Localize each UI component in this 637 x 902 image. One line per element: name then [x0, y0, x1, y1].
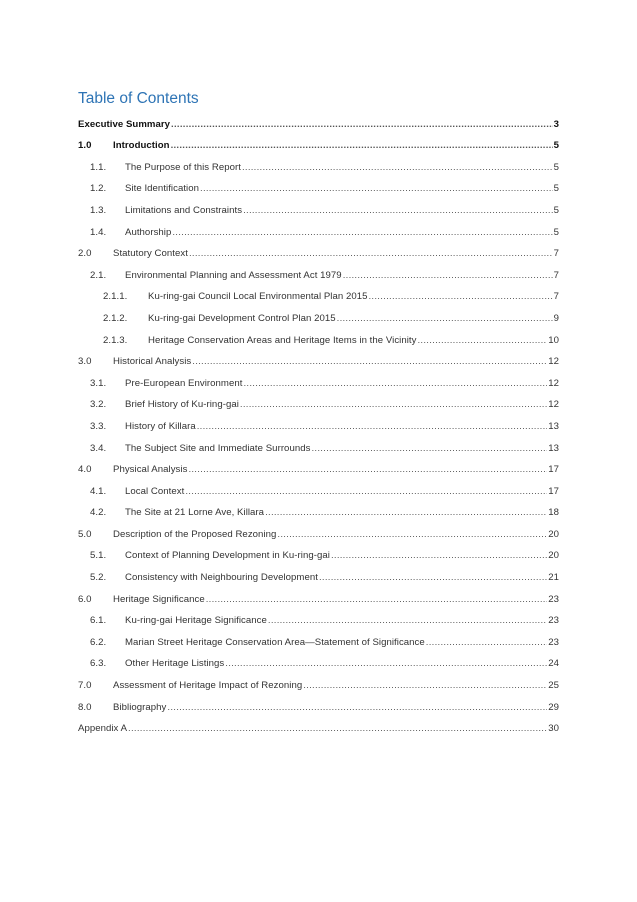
toc-entry-label: Brief History of Ku-ring-gai	[125, 399, 239, 411]
toc-entry-label: Executive Summary	[78, 118, 171, 130]
toc-entry-label: Physical Analysis	[113, 464, 188, 476]
toc-entry[interactable]	[78, 562, 559, 584]
toc-entry[interactable]	[78, 131, 559, 153]
toc-entry-page: 5	[553, 226, 559, 238]
toc-entry-label: Ku-ring-gai Development Control Plan 2015	[148, 312, 336, 324]
toc-entry-page: 13	[548, 442, 559, 454]
toc-entry-label: Other Heritage Listings	[125, 658, 225, 670]
dot-leader	[242, 162, 553, 174]
toc-entry-page: 3	[553, 118, 559, 130]
toc-entry-page: 10	[548, 334, 559, 346]
dot-leader	[197, 421, 547, 433]
dot-leader	[200, 183, 553, 195]
dot-leader	[369, 291, 553, 303]
toc-entry-page: 13	[548, 420, 559, 432]
toc-entry-number: 4.1.	[90, 485, 107, 497]
toc-entry[interactable]	[78, 411, 559, 433]
toc-entry[interactable]	[78, 584, 559, 606]
toc-entry-label: The Subject Site and Immediate Surrounds	[125, 442, 311, 454]
toc-entry[interactable]	[78, 498, 559, 520]
dot-leader	[171, 140, 553, 152]
toc-entry-number: 6.1.	[90, 615, 107, 627]
toc-entry-number: 1.0	[78, 140, 92, 152]
dot-leader	[185, 486, 547, 498]
toc-entry[interactable]	[78, 368, 559, 390]
dot-leader	[225, 658, 547, 670]
toc-entry-label: Context of Planning Development in Ku-ring-gai	[125, 550, 330, 562]
toc-entry-number: 3.0	[78, 356, 92, 368]
toc-entry[interactable]	[78, 303, 559, 325]
toc-entry-label: Environmental Planning and Assessment Act 1979	[125, 269, 342, 281]
toc-entry-page: 24	[548, 658, 559, 670]
toc-entry[interactable]	[78, 606, 559, 628]
toc-entry-number: 2.1.2.	[103, 312, 128, 324]
toc-entry-number: 8.0	[78, 701, 92, 713]
toc-entry-number: 5.2.	[90, 572, 107, 584]
toc-entry[interactable]	[78, 541, 559, 563]
dot-leader	[128, 723, 547, 735]
toc-entry-number: 6.0	[78, 593, 92, 605]
toc-entry-number: 5.0	[78, 528, 92, 540]
toc-entry-number: 3.1.	[90, 377, 107, 389]
dot-leader	[331, 550, 547, 562]
toc-entry-label: Consistency with Neighbouring Development	[125, 572, 318, 584]
toc-entry-number: 7.0	[78, 680, 92, 692]
toc-entry-number: 5.1.	[90, 550, 107, 562]
toc-entry-number: 4.2.	[90, 507, 107, 519]
dot-leader	[265, 507, 547, 519]
toc-entry-number: 1.1.	[90, 161, 107, 173]
toc-entry-page: 29	[548, 701, 559, 713]
toc-entry[interactable]	[78, 692, 559, 714]
toc-entry-label: Heritage Significance	[113, 593, 205, 605]
toc-entry-page: 12	[548, 356, 559, 368]
toc-entry-label: Appendix A	[78, 723, 128, 735]
dot-leader	[337, 313, 553, 325]
toc-entry-page: 18	[548, 507, 559, 519]
toc-entry[interactable]	[78, 282, 559, 304]
toc-entry-page: 25	[548, 680, 559, 692]
toc-entry-page: 7	[553, 248, 559, 260]
dot-leader	[277, 529, 547, 541]
toc-entry-number: 2.1.3.	[103, 334, 128, 346]
toc-entry[interactable]	[78, 433, 559, 455]
toc-entry-number: 4.0	[78, 464, 92, 476]
toc-entry[interactable]	[78, 260, 559, 282]
dot-leader	[303, 680, 547, 692]
toc-entry-page: 20	[548, 528, 559, 540]
dot-leader	[167, 702, 547, 714]
dot-leader	[172, 227, 552, 239]
toc-entry-page: 21	[548, 572, 559, 584]
toc-entry-page: 5	[553, 161, 559, 173]
toc-entry-label: Ku-ring-gai Council Local Environmental Plan 2015	[148, 291, 368, 303]
toc-entry-page: 7	[553, 291, 559, 303]
toc-title: Table of Contents	[78, 90, 199, 107]
toc-entry-number: 3.2.	[90, 399, 107, 411]
toc-entry-number: 2.0	[78, 248, 92, 260]
toc-entry-label: Limitations and Constraints	[125, 204, 243, 216]
dot-leader	[243, 378, 547, 390]
toc-entry-page: 5	[553, 204, 559, 216]
toc-entry-page: 7	[553, 269, 559, 281]
toc-entry-number: 6.3.	[90, 658, 107, 670]
toc-entry[interactable]	[78, 347, 559, 369]
toc-entry-page: 20	[548, 550, 559, 562]
toc-entry-label: The Purpose of this Report	[125, 161, 241, 173]
toc-entry-number: 3.4.	[90, 442, 107, 454]
dot-leader	[426, 637, 547, 649]
toc-entry[interactable]	[78, 649, 559, 671]
toc-entry-page: 12	[548, 377, 559, 389]
toc-entry-label: History of Killara	[125, 420, 196, 432]
toc-entry-label: Statutory Context	[113, 248, 188, 260]
toc-entry[interactable]	[78, 670, 559, 692]
toc-entry[interactable]	[78, 239, 559, 261]
toc-entry-page: 30	[548, 723, 559, 735]
dot-leader	[171, 119, 553, 131]
table-of-contents	[78, 109, 559, 735]
toc-entry-number: 1.4.	[90, 226, 107, 238]
toc-entry[interactable]	[78, 195, 559, 217]
dot-leader	[268, 615, 547, 627]
toc-entry-label: Local Context	[125, 485, 185, 497]
dot-leader	[418, 335, 548, 347]
dot-leader	[240, 399, 547, 411]
toc-entry-number: 6.2.	[90, 636, 107, 648]
toc-entry[interactable]	[78, 627, 559, 649]
dot-leader	[192, 356, 547, 368]
toc-entry[interactable]	[78, 152, 559, 174]
toc-entry[interactable]	[78, 217, 559, 239]
toc-entry-label: Pre-European Environment	[125, 377, 243, 389]
toc-entry-label: Ku-ring-gai Heritage Significance	[125, 615, 267, 627]
toc-entry-page: 9	[553, 312, 559, 324]
toc-entry-label: Authorship	[125, 226, 172, 238]
toc-entry-number: 2.1.	[90, 269, 107, 281]
toc-entry-label: Introduction	[113, 140, 170, 152]
toc-entry-page: 12	[548, 399, 559, 411]
toc-entry-page: 17	[548, 485, 559, 497]
toc-entry-page: 23	[548, 593, 559, 605]
toc-entry-page: 5	[553, 140, 559, 152]
toc-entry[interactable]	[78, 455, 559, 477]
dot-leader	[243, 205, 553, 217]
toc-entry[interactable]	[78, 519, 559, 541]
toc-entry-page: 5	[553, 183, 559, 195]
toc-entry-label: Description of the Proposed Rezoning	[113, 528, 277, 540]
toc-entry-number: 1.2.	[90, 183, 107, 195]
toc-entry-label: Site Identification	[125, 183, 200, 195]
toc-entry-label: Historical Analysis	[113, 356, 192, 368]
toc-entry-number: 1.3.	[90, 204, 107, 216]
toc-entry[interactable]	[78, 174, 559, 196]
toc-entry-label: Marian Street Heritage Conservation Area—Statement of Significance	[125, 636, 425, 648]
toc-entry[interactable]	[78, 476, 559, 498]
toc-entry-label: Bibliography	[113, 701, 167, 713]
toc-entry-label: The Site at 21 Lorne Ave, Killara	[125, 507, 265, 519]
toc-entry-label: Assessment of Heritage Impact of Rezoning	[113, 680, 303, 692]
toc-entry[interactable]	[78, 325, 559, 347]
toc-entry[interactable]	[78, 714, 559, 736]
toc-entry[interactable]	[78, 109, 559, 131]
toc-entry[interactable]	[78, 390, 559, 412]
toc-entry-label: Heritage Conservation Areas and Heritage Items in the Vicinity	[148, 334, 417, 346]
dot-leader	[319, 572, 547, 584]
dot-leader	[311, 443, 547, 455]
toc-entry-number: 2.1.1.	[103, 291, 128, 303]
dot-leader	[188, 464, 547, 476]
dot-leader	[206, 594, 548, 606]
toc-entry-page: 23	[548, 615, 559, 627]
toc-entry-page: 17	[548, 464, 559, 476]
dot-leader	[189, 248, 553, 260]
dot-leader	[343, 270, 553, 282]
toc-entry-page: 23	[548, 636, 559, 648]
toc-entry-number: 3.3.	[90, 420, 107, 432]
